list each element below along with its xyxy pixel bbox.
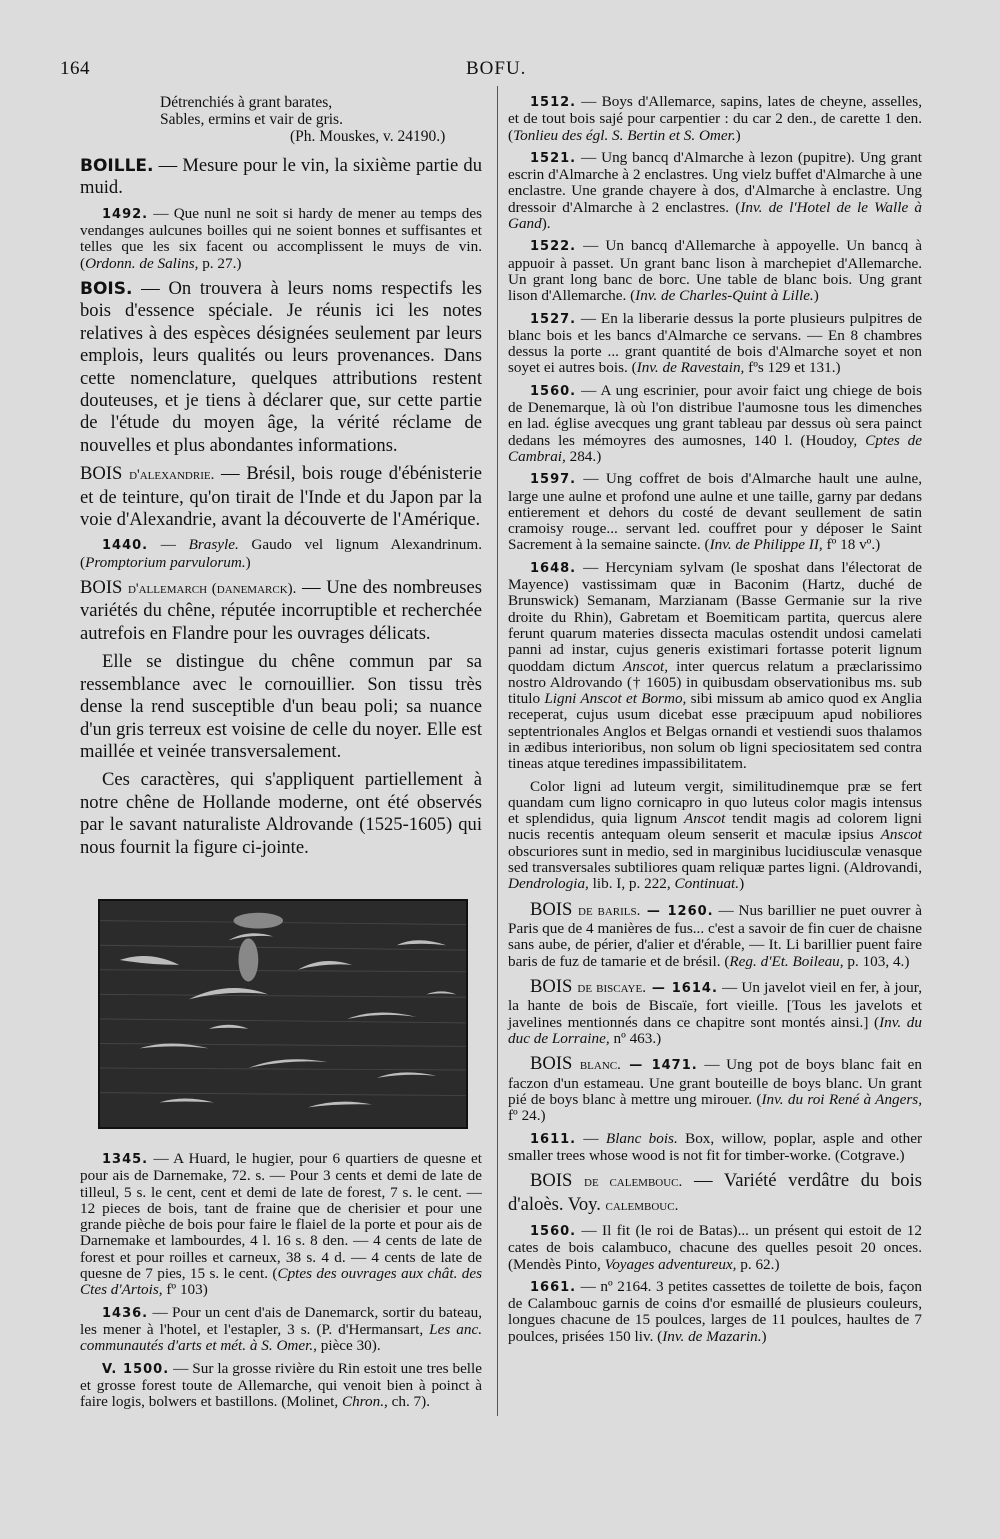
entry-boille: BOILLE. — Mesure pour le vin, la sixième partie du muid. <box>80 155 482 199</box>
running-head: BOFU. <box>466 58 527 79</box>
paragraph: Ces caractères, qui s'appliquent partiellement à notre chêne de Hollande moderne, ont été observés par le savant naturaliste Aldrovande (1525-1605) qui nous fournit la figure ci-jointe. <box>80 769 482 858</box>
paragraph: Color ligni ad luteum vergit, similitudinemque præ se fert quandam cum ligno cornicapro in quo luteus color magis intensus et splendidus, quia lignum Anscot tendit magis ad colorem ligni nucis recentis antequam oleum senserit et maculæ ipsius Anscot obscuriores sunt in medio, sed in marginibus lucidiusculæ venasque sed transversales subtiliores quam reliquæ partes ligni. (Aldrovandi, Dendrologia, lib. I, p. 222, Continuat.) <box>508 777 922 893</box>
citation-year: 1661. <box>530 1279 577 1295</box>
citation-1521: 1521. — Ung bancq d'Almarche à lezon (pupitre). Ung grant escrin d'Almarche à 2 enclastres. Ung vielz buffet d'Almarche à une enclastre. Une grande chayere à dos, d'Almarche à enclastre. Ung dressoir d'Almarche à 2 enclastres. (Inv. de l'Hotel de le Walle à Gand). <box>508 148 922 233</box>
citation-1527: 1527. — En la liberarie dessus la porte plusieurs pulpitres de blanc bois et les bancs d'Almarche ce servans. — En 8 chambres dessus la porte ... grant quantité de bois d'Almarche soyet et non soyet ei autres bois. (Inv. de Ravestain, fºs 129 et 131.) <box>508 309 922 377</box>
entry-bois-alexandrie: BOIS d'alexandrie. — Brésil, bois rouge d'ébénisterie et de teinture, qu'on tirait de l'Inde et du Japon par la voie d'Alexandrie, avant la découverte de l'Amérique. <box>80 463 482 531</box>
page-number: 164 <box>60 58 90 79</box>
citation-1345: 1345. — A Huard, le hugier, pour 6 quartiers de quesne et pour ais de Darnemake, 72. s. — Pour 3 cents et demi de late de tilleul, 5 s. le cent, cent et demi de late de forest, 7 s. le cent. — 12 pieces de bois, tant de fraine que de cherisier et pour une grande pièche de bois pour faire le flaiel de la porte et pour ais de Darnemake et lambourdes, 4 l. 16 s. 8 den. — 4 cents de late de forest et pour roilles et carneux, 38 s. 4 d. — 4 cents de late de quesne de 7 pies, 15 s. le cent. (Cptes des ouvrages aux chât. des Ctes d'Artois, fº 103) <box>80 1149 482 1299</box>
citation-1560b: 1560. — Il fit (le roi de Batas)... un présent qui estoit de 12 cates de bois calambuco, chacune des quelles pesoit 20 onces. (Mendès Pinto, Voyages adventureux, p. 62.) <box>508 1221 922 1273</box>
citation-year: 1512. <box>530 95 577 110</box>
citation-1661: 1661. — nº 2164. 3 petites cassettes de toilette de bois, façon de Calambouc garnis de coins d'or esmaillé de plusieurs couleurs, longues chacune de 15 poulces, larges de 11 poulces, haultes de 7 poulces, prisées 150 liv. (Inv. de Mazarin.) <box>508 1277 922 1345</box>
citation-1512: 1512. — Boys d'Allemarce, sapins, lates de cheyne, asselles, et de tout bois sajé pour carpentier : du car 2 den., de carette 1 den. (Tonlieu des égl. S. Bertin et S. Omer.) <box>508 93 922 144</box>
verse-line: Détrenchiés à grant barates, <box>160 94 333 111</box>
citation-year: 1611. <box>530 1131 577 1147</box>
citation-year: 1648. <box>530 560 577 576</box>
citation-year: 1597. <box>530 472 577 488</box>
citation-1440: 1440. — Brasyle. Gaudo vel lignum Alexandrinum. (Promptorium parvulorum.) <box>80 536 483 571</box>
headword: BOIS <box>80 577 128 599</box>
headword: BOIS <box>80 463 130 485</box>
citation-1436: 1436. — Pour un cent d'ais de Danemarck, sortir du bateau, les mener à l'hotel, et l'estapler, 3 s. (P. d'Hermansart, Les anc. communautés d'arts et mét. à S. Omer., pièce 30). <box>80 1303 482 1355</box>
citation-year: 1521. <box>530 150 577 166</box>
citation-year: — 1614. <box>645 980 718 996</box>
citation-year: V. 1500. <box>102 1361 170 1377</box>
headword: BOIS. <box>80 279 133 299</box>
entry-bois-biscaye: BOIS de biscaye. — 1614. — Un javelot vieil en fer, à jour, la hante de bois de Biscaïe, fort vieille. [Tous les javelots et javelines mentionnés dans ce chapitre sont montés ainsi.] (Inv. du duc de Lorraine, nº 463.) <box>508 975 923 1047</box>
column-rule <box>497 86 498 1416</box>
wood-grain-illustration <box>100 901 466 1127</box>
citation-1597: 1597. — Ung coffret de bois d'Almarche hault une aulne, large une aulne et profond une aulne et une taille, garny par dedans entierement et dehors du costé de devant seullement de satin cramoisy rouge... servant led. couffret pour y déposer le Saint Sacrement à la semaine saincte. (Inv. de Philippe II, fº 18 vº.) <box>508 470 922 554</box>
citation-1560: 1560. — A ung escrinier, pour avoir faict ung chiege de bois de Denemarque, là où l'on distribue l'aumosne tous les dimenches en lad. église avecques ung grant tableau par dessus où sera painct dedans les mémoyres des aumosnes, 140 l. (Houdoy, Cptes de Cambrai, 284.) <box>508 381 922 465</box>
citation-year: 1560. <box>530 1223 577 1239</box>
entry-bois-allemarch: BOIS d'allemarch (danemarck). — Une des nombreuses variétés du chêne, réputée incorruptible et recherchée autrefois en Flandre pour les ouvrages délicats. <box>80 577 482 644</box>
citation-year: 1492. <box>102 206 149 222</box>
citation-year: — 1471. <box>620 1058 698 1074</box>
verse-quote <box>160 94 482 145</box>
citation-year: 1440. <box>102 538 149 554</box>
entry-bois-barils: BOIS de barils. — 1260. — Nus barillier ne puet ouvrer à Paris que de 4 manières de fus... c'est a savoir de fin cuer de chaisne sans aube, de périer, d'alier et d'érable, — It. Li barillier puent faire baris de fuz de tamarie et de brésil. (Reg. d'Et. Boileau, p. 103, 4.) <box>508 898 923 970</box>
citation-1611: 1611. — Blanc bois. Box, willow, poplar, asple and other smaller trees whose wood is not fit for timber-worke. (Cotgrave.) <box>508 1129 922 1164</box>
citation-year: 1345. <box>102 1151 149 1167</box>
citation-year: 1560. <box>530 383 577 399</box>
entry-bois-blanc: BOIS blanc. — 1471. — Ung pot de boys blanc fait en faczon d'un estameau. Une grant bouteille de boys blanc. Un grant pié de boys blanc à mettre ung mirouer. (Inv. du roi René à Angers, fº 24.) <box>508 1053 922 1125</box>
entry-bois: BOIS. — On trouvera à leurs noms respectifs les bois d'essence spéciale. Je réunis ici les notes relatives à des espèces désignées seulement par leurs emplois, leurs qualités ou leurs provenances. Dans cette nomenclature, quelques attributions restent douteuses, et je tiens à déclarer que, sur cette partie de l'étude du moyen âge, la vérité réclame de nouvelles et plus abondantes informations. <box>80 278 482 456</box>
citation-year: 1436. <box>102 1305 149 1321</box>
left-column <box>80 94 482 1416</box>
citation-year: — 1260. <box>640 903 714 919</box>
headword: BOIS <box>530 975 578 997</box>
citation-1648: 1648. — Hercyniam sylvam (le sposhat dans l'électorat de Mayence) vastissimam quæ in Baconim (Hartz, duché de Brunswick) Semanam, Marzianam (Basse Germanie sur la rive droite du Rhin), Gabretam et Boemiticam partita, quercus alere ferunt quarum materies dissecta maculas ostendit undosi camelati panni ad instar, cujus generis existimari fortasse poterit lignum quoddam dictum Anscot, inter quercus relatum a præclarissimo nostro Aldrovando († 1605) in quibusdam observationibus ms. sub titulo Ligni Anscot et Bormo, sibi missum ab amico quod ex Anglia receperat, cujus usum dicebat esse præcipuum apud nobiliores septentrionales Anglos et Belgas ornandi et vestiendi suos thalamos in ædibus interioribus, non solum ob ligni speciositatem sed contra tineas atque teredines impassibilitatem. <box>508 558 922 773</box>
citation-1500: V. 1500. — Sur la grosse rivière du Rin estoit une tres belle et grosse forest toute de Allemarche, qui venoit bien à poinct à faire logis, bolwers et bastillons. (Molinet, Chron., ch. 7). <box>80 1359 482 1411</box>
verse-source: (Ph. Mouskes, v. 24190.) <box>290 128 446 145</box>
citation-1522: 1522. — Un bancq d'Allemarche à appoyelle. Un bancq à appuoir à passet. Un grant banc lison à marchepiet d'Allemarche. Un grant long banc de borc. Une table de blanc bois. Ung grant lison d'Allemarche. (Inv. de Charles-Quint à Lille.) <box>508 237 922 305</box>
citation-year: 1522. <box>530 239 577 255</box>
entry-bois-calembouc: BOIS de calembouc. — Variété verdâtre du bois d'aloès. Voy. calembouc. <box>508 1170 922 1215</box>
headword: BOIS <box>530 1053 580 1075</box>
headword: BOIS <box>530 898 579 920</box>
citation-year: 1527. <box>530 311 577 327</box>
citation-1492: 1492. — Que nunl ne soit si hardy de mener au temps des vendanges aulcunes boilles qui ne soient bonnes et suffisantes et telles que les six facent ou accomplissent le muys de vin. (Ordonn. de Salins, p. 27.) <box>80 204 482 272</box>
verse-line: Sables, ermins et vair de gris. <box>160 111 343 128</box>
wood-grain-figure <box>98 899 468 1129</box>
paragraph: Elle se distingue du chêne commun par sa ressemblance avec le cornouillier. Son tissu très dense la rend susceptible d'un beau poli; sa nuance d'un gris terreux est voisine de celle du noyer. Elle est maillée et veinée transversalement. <box>80 651 482 762</box>
right-column <box>508 94 922 1351</box>
headword: BOILLE. <box>80 156 154 176</box>
headword: BOIS <box>530 1170 585 1192</box>
